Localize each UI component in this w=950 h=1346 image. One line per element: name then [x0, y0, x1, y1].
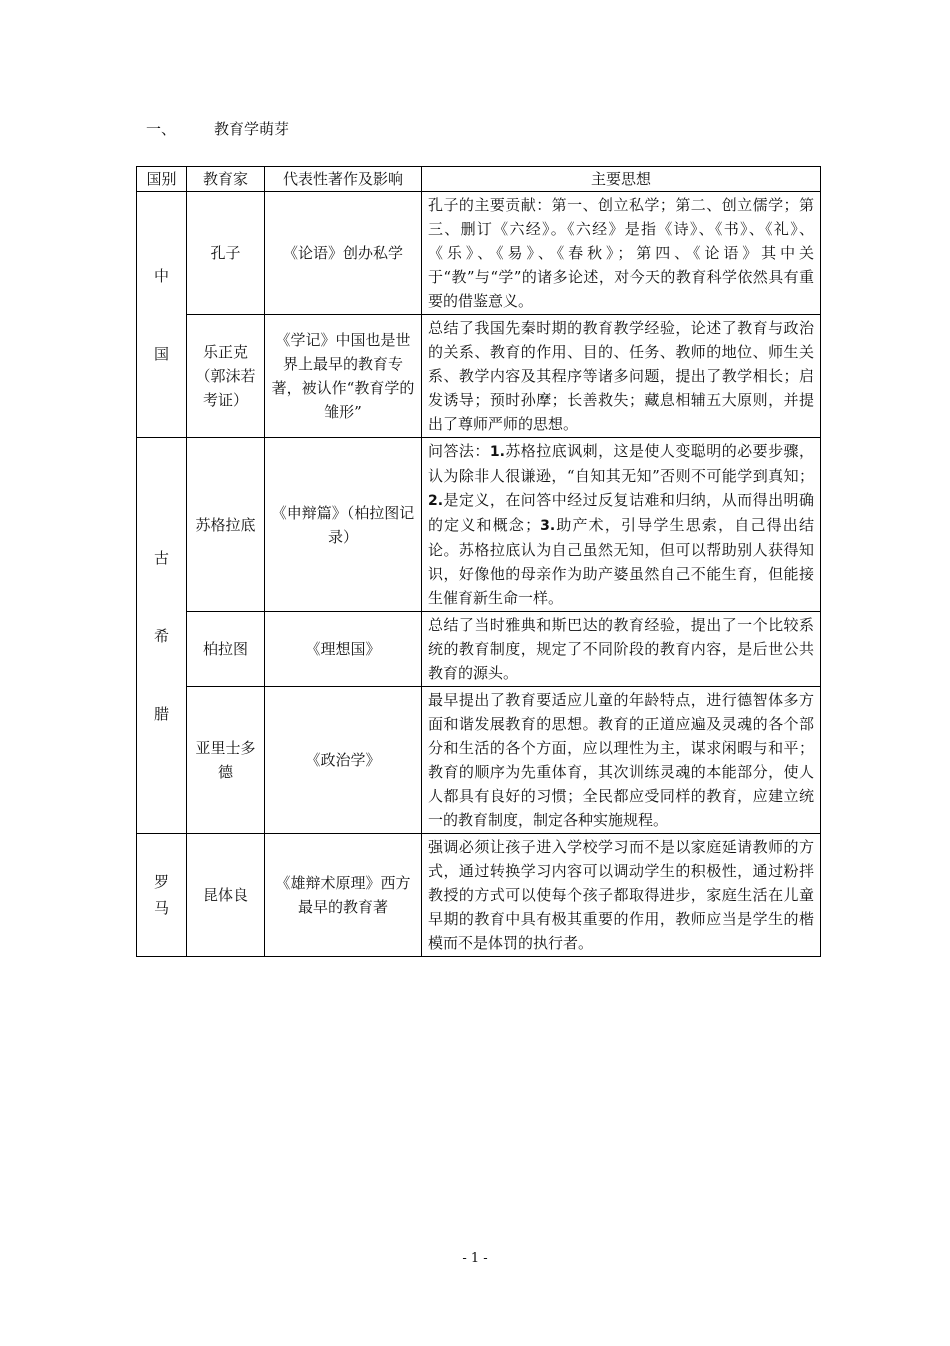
thought-text: 助产术，引导学生思索，自己得出结论。苏格拉底认为自己虽然无知，但可以帮助别人获得知识，好像他的母亲作为助产婆虽然自己不能生育，但能接生催育新生命一样。 — [428, 516, 814, 607]
header-educator: 教育家 — [187, 167, 265, 192]
section-title: 教育学萌芽 — [214, 120, 290, 138]
header-country: 国别 — [137, 167, 187, 192]
country-cell — [137, 438, 187, 834]
table-row — [137, 192, 821, 315]
educator-cell: 柏拉图 — [187, 612, 265, 687]
thought-cell: 最早提出了教育要适应儿童的年龄特点，进行德智体多方面和谐发展教育的思想。教育的正道应遍及灵魂的各个部分和生活的各个方面，应以理性为主，谋求闲暇与和平；教育的顺序为先重体育，其次训练灵魂的本能部分，使人人都具有良好的习惯；全民都应受同样的教育，应建立统一的教育制度，制定各种实施规程。 — [422, 687, 821, 834]
section-number: 一、 — [146, 120, 177, 138]
educator-cell: 乐正克（郭沫若考证） — [187, 315, 265, 438]
table-row — [137, 315, 821, 438]
table-row — [137, 687, 821, 834]
educator-cell: 苏格拉底 — [187, 438, 265, 612]
header-thought: 主要思想 — [422, 167, 821, 192]
country-name: 中国 — [154, 266, 170, 363]
thought-text: 苏格拉底讽刺，这是使人变聪明的必要步骤，认为除非人很谦逊，“自知其无知”否则不可能学到真知； — [428, 442, 814, 485]
country-cell — [137, 192, 187, 438]
point-number: 3. — [540, 518, 556, 534]
header-works: 代表性著作及影响 — [265, 167, 422, 192]
thought-cell: 孔子的主要贡献：第一、创立私学；第二、创立儒学；第三、删订《六经》。《六经》是指《诗》、《书》、《礼》、《乐》、《易》、《春秋》；第四、《论语》其中关于“教”与“学”的诸多论述，对今天的教育科学依然具有重要的借鉴意义。 — [422, 192, 821, 315]
country-name: 罗马 — [154, 873, 170, 917]
section-heading — [146, 119, 289, 139]
thought-text: 是定义，在问答中经过反复诘难和归纳，从而得出明确的定义和概念； — [428, 491, 814, 534]
works-cell: 《申辩篇》（柏拉图记录） — [265, 438, 422, 612]
thought-cell: 总结了当时雅典和斯巴达的教育经验，提出了一个比较系统的教育制度，规定了不同阶段的教育内容，是后世公共教育的源头。 — [422, 612, 821, 687]
point-number: 1. — [489, 444, 505, 460]
thought-cell — [422, 438, 821, 612]
thought-cell: 总结了我国先秦时期的教育教学经验，论述了教育与政治的关系、教育的作用、目的、任务、教师的地位、师生关系、教学内容及其程序等诸多问题，提出了教学相长；启发诱导；预时孙摩；长善救失；藏息相辅五大原则，并提出了尊师严师的思想。 — [422, 315, 821, 438]
table-row — [137, 834, 821, 957]
table-header-row — [137, 167, 821, 192]
country-cell — [137, 834, 187, 957]
educator-cell: 亚里士多德 — [187, 687, 265, 834]
works-cell: 《政治学》 — [265, 687, 422, 834]
point-number: 2. — [428, 493, 444, 509]
works-cell: 《论语》创办私学 — [265, 192, 422, 315]
thought-cell: 强调必须让孩子进入学校学习而不是以家庭延请教师的方式，通过转换学习内容可以调动学生的积极性，通过粉拌教授的方式可以使每个孩子都取得进步，家庭生活在儿童早期的教育中具有极其重要的作用，教师应当是学生的楷模而不是体罚的执行者。 — [422, 834, 821, 957]
works-cell: 《雄辩术原理》西方最早的教育著 — [265, 834, 422, 957]
country-name: 古希腊 — [154, 548, 170, 723]
page-number: - 1 - — [462, 1251, 488, 1266]
educator-cell: 昆体良 — [187, 834, 265, 957]
educators-table — [136, 166, 821, 957]
thought-text: 问答法： — [428, 442, 490, 460]
table-row — [137, 438, 821, 612]
table-row — [137, 612, 821, 687]
educator-cell: 孔子 — [187, 192, 265, 315]
works-cell: 《学记》中国也是世界上最早的教育专著，被认作“教育学的雏形” — [265, 315, 422, 438]
works-cell: 《理想国》 — [265, 612, 422, 687]
